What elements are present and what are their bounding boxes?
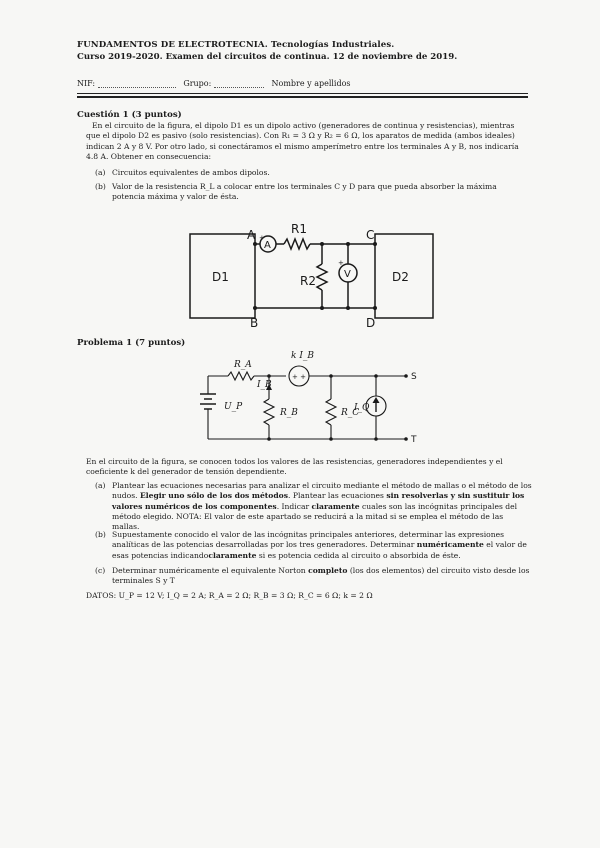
nif-label: NIF: [77, 79, 96, 88]
r2-label: R2 [300, 274, 316, 288]
item-label: (c) [95, 566, 106, 575]
kib-label: k I_B [291, 351, 314, 361]
node-d-label: D [366, 316, 376, 330]
problem-circuit-figure [196, 346, 428, 446]
exam-header-title: FUNDAMENTOS DE ELECTROTECNIA. Tecnologías Industriales. [77, 40, 395, 50]
problema1-item-b [95, 530, 532, 562]
exam-header-subtitle: Curso 2019-2020. Examen del circuitos de continua. 12 de noviembre de 2019. [77, 52, 458, 62]
r2-resistor [317, 264, 327, 290]
problema1-intro: En el circuito de la figura, se conocen todos los valores de las resistencias, generadores independientes y el coeficiente k del generador de tensión dependiente. [86, 457, 503, 477]
node-a-label: A [247, 228, 256, 242]
item-text: Circuitos equivalentes de ambos dipolos. [112, 168, 270, 177]
ammeter-label: A [264, 240, 271, 251]
rc-label: R_C [341, 408, 360, 418]
header-rule-thick [77, 96, 528, 98]
item-text: Valor de la resistencia R_L a colocar entre los terminales C y D para que pueda absorber la máxima potencia máxima y valor de ésta. [112, 182, 497, 202]
cuestion1-item-a [95, 168, 532, 179]
node-c-label: C [366, 228, 375, 242]
r1-label: R1 [291, 222, 307, 236]
ra-label: R_A [234, 360, 252, 370]
terminal-t-label: T [411, 435, 417, 445]
rc-resistor [326, 399, 336, 425]
problema1-item-a [95, 481, 532, 533]
ammeter-plus: + [259, 234, 265, 242]
student-id-line [77, 79, 521, 97]
item-label: (a) [95, 168, 106, 177]
nombre-label: Nombre y apellidos [271, 79, 351, 88]
iq-label: I_Q [354, 403, 370, 413]
terminal-s-label: S [411, 372, 417, 382]
header-rule-thin [77, 93, 528, 94]
voltmeter-label: V [344, 269, 351, 280]
dependent-source-sign: + + [292, 373, 306, 381]
item-text: Supuestamente conocido el valor de las incógnitas principales anteriores, determinar las expresiones analíticas de las potencias desarrolladas por los tres generadores. Determinar numéricamente el valor de esas potencias indicandoclaramente si es potencia cedida al circuito o absorbida de éste. [112, 530, 527, 560]
item-text: Determinar numéricamente el equivalente Norton completo (los dos elementos) del circuito visto desde los terminales S y T [112, 566, 530, 586]
problema1-item-c [95, 566, 532, 588]
item-text: Plantear las ecuaciones necesarias para analizar el circuito mediante el método de mallas o el método de los nudos. Elegir uno sólo de los dos métodos. Plantear las ecuaciones sin resolverlas y sin sustituir los valores numéricos de los componentes. Indicar claramente cuales son las incógnitas principales del método elegido. NOTA: El valor de este apartado se reducirá a la mitad si se emplea el método de las mallas. [112, 481, 532, 532]
item-label: (b) [95, 530, 106, 539]
grupo-field[interactable] [214, 79, 264, 88]
cuestion1-intro: En el circuito de la figura, el dipolo D1 es un dipolo activo (generadores de continua y resistencias), mientras que el dipolo D2 es pasivo (solo resistencias). Con R₁ = 3 Ω y R₂ = 6 Ω, los aparatos de medida (ambos ideales) indican 2 A y 8 V. Por otro lado, si conectáramos el mismo amperímetro entre los terminales A y B, nos indicaría 4.8 A. Obtener en consecuencia: [86, 121, 519, 161]
dipole-circuit-figure [180, 222, 440, 330]
d1-label: D1 [212, 270, 229, 284]
node-b-label: B [250, 316, 259, 330]
item-label: (b) [95, 182, 106, 191]
d2-label: D2 [392, 270, 409, 284]
nif-field[interactable] [98, 79, 176, 88]
ra-resistor [228, 372, 254, 380]
rb-label: R_B [280, 408, 298, 418]
problema1-title: Problema 1 (7 puntos) [77, 338, 186, 348]
voltmeter-plus: + [338, 259, 344, 267]
grupo-label: Grupo: [183, 79, 212, 88]
up-label: U_P [224, 402, 243, 412]
r1-resistor [284, 239, 310, 249]
problema1-datos: DATOS: U_P = 12 V; I_Q = 2 A; R_A = 2 Ω; R_B = 3 Ω; R_C = 6 Ω; k = 2 Ω [86, 591, 373, 600]
cuestion1-item-b [95, 182, 532, 204]
ib-label: I_B [257, 380, 272, 390]
item-label: (a) [95, 481, 106, 490]
cuestion1-title: Cuestión 1 (3 puntos) [77, 110, 182, 120]
rb-resistor [264, 399, 274, 425]
